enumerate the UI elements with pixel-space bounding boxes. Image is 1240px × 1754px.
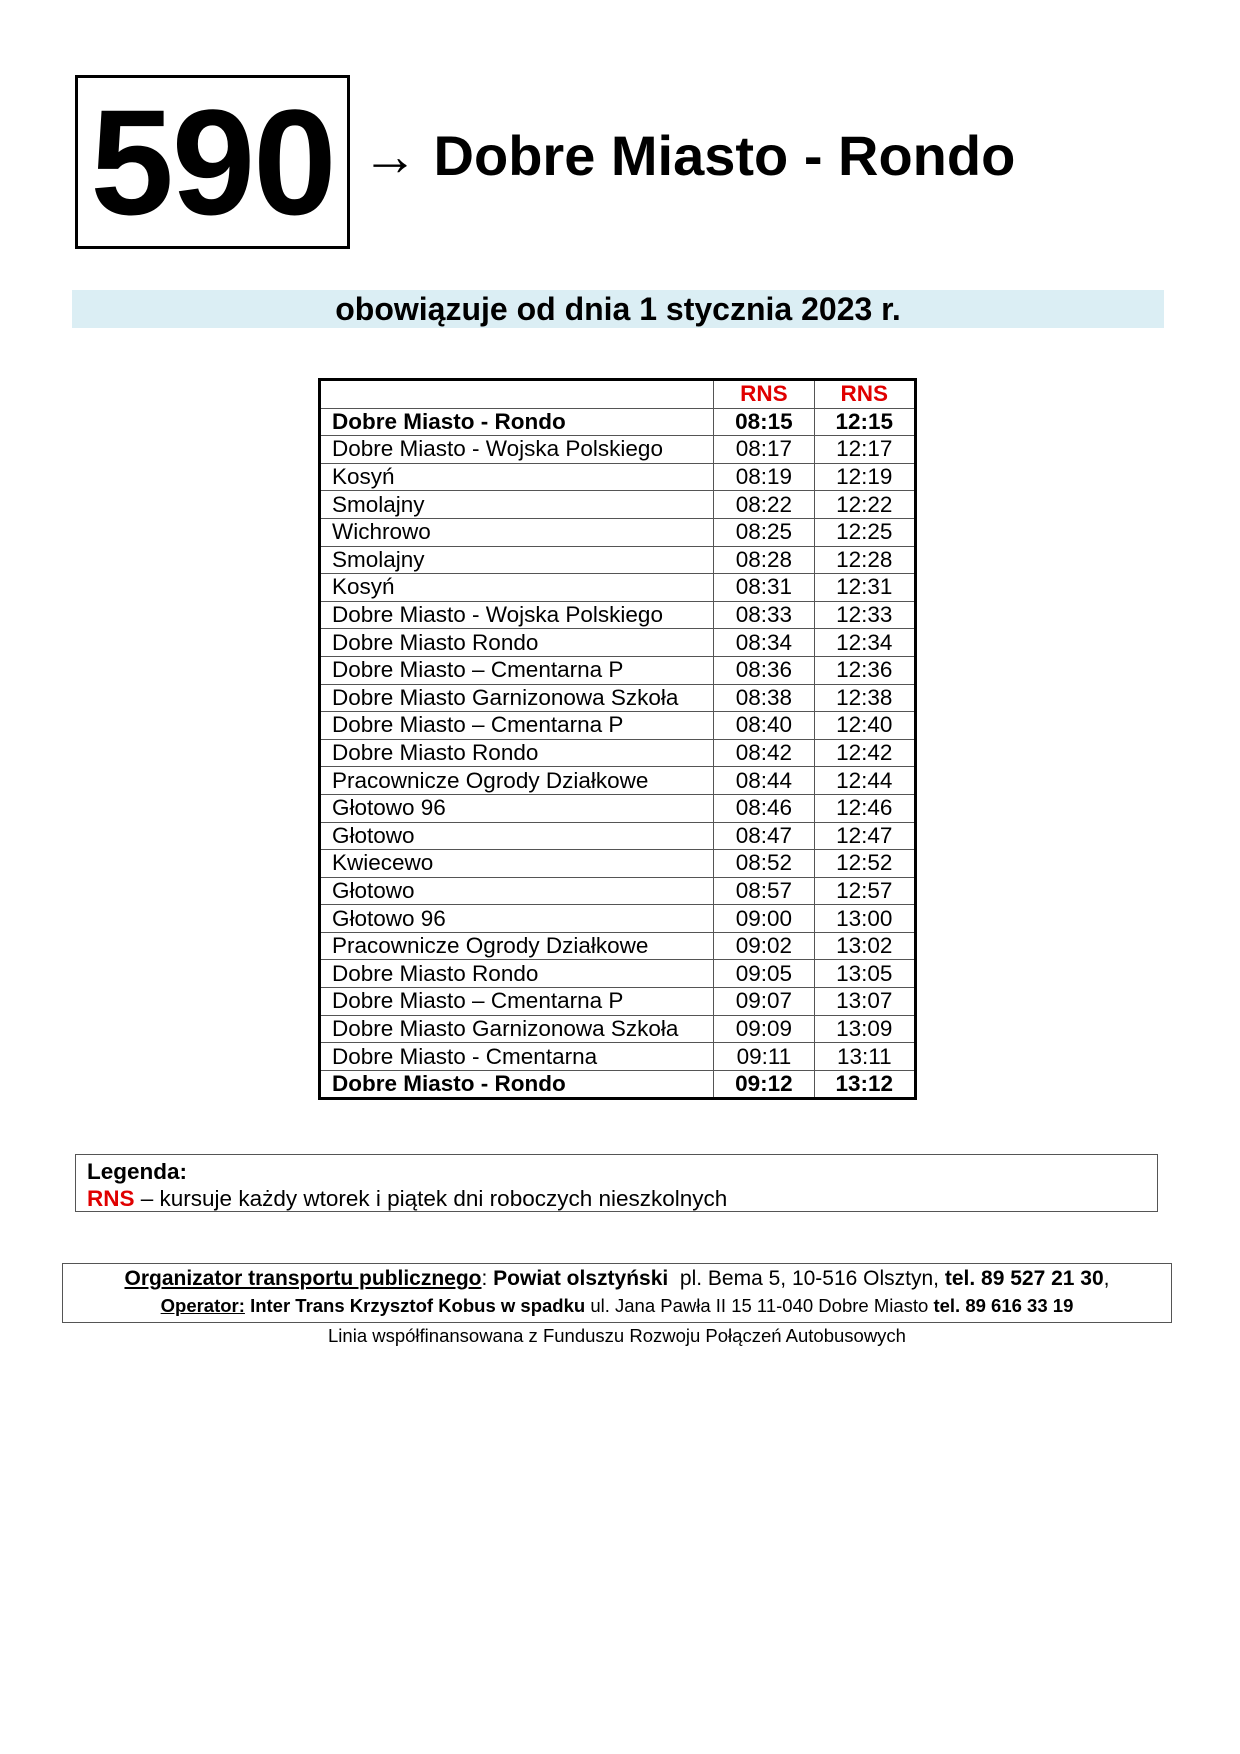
organizer-name: Powiat olsztyński bbox=[493, 1267, 669, 1290]
departure-time: 08:22 bbox=[714, 491, 814, 519]
timetable-row bbox=[320, 463, 916, 491]
stop-name: Dobre Miasto Rondo bbox=[320, 629, 714, 657]
stop-name: Dobre Miasto – Cmentarna P bbox=[320, 656, 714, 684]
departure-time: 08:19 bbox=[714, 463, 814, 491]
departure-time: 12:25 bbox=[814, 518, 915, 546]
departure-time: 08:42 bbox=[714, 739, 814, 767]
stop-name: Smolajny bbox=[320, 491, 714, 519]
stop-name: Dobre Miasto - Wojska Polskiego bbox=[320, 436, 714, 464]
departure-time: 12:33 bbox=[814, 601, 915, 629]
stop-name: Głotowo bbox=[320, 822, 714, 850]
timetable-row bbox=[320, 408, 916, 436]
timetable-row bbox=[320, 739, 916, 767]
timetable-row bbox=[320, 491, 916, 519]
operator-line bbox=[63, 1294, 1171, 1318]
timetable-row bbox=[320, 850, 916, 878]
departure-time: 12:40 bbox=[814, 712, 915, 740]
departure-time: 08:38 bbox=[714, 684, 814, 712]
departure-time: 08:33 bbox=[714, 601, 814, 629]
timetable-row bbox=[320, 960, 916, 988]
departure-time: 12:47 bbox=[814, 822, 915, 850]
timetable-row bbox=[320, 518, 916, 546]
route-destination: → Dobre Miasto - Rondo bbox=[362, 124, 1016, 187]
departure-time: 12:46 bbox=[814, 794, 915, 822]
timetable-row bbox=[320, 546, 916, 574]
organizer-label: Organizator transportu publicznego bbox=[124, 1267, 482, 1290]
stop-name: Głotowo 96 bbox=[320, 794, 714, 822]
timetable-row bbox=[320, 905, 916, 933]
stop-name: Dobre Miasto – Cmentarna P bbox=[320, 988, 714, 1016]
organizer-address: pl. Bema 5, 10-516 Olsztyn, bbox=[679, 1267, 940, 1290]
departure-time: 08:57 bbox=[714, 877, 814, 905]
column-header: RNS bbox=[714, 380, 814, 409]
stop-name: Smolajny bbox=[320, 546, 714, 574]
timetable-row bbox=[320, 1070, 916, 1099]
organizer-line: Organizator transportu publicznego: Powiat olsztyński pl. Bema 5, 10-516 Olsztyn, tel. 89 527 21 30, bbox=[124, 1267, 1110, 1290]
departure-time: 09:11 bbox=[714, 1043, 814, 1071]
operator-label: Operator: bbox=[160, 1295, 245, 1316]
departure-time: 13:05 bbox=[814, 960, 915, 988]
timetable-row bbox=[320, 684, 916, 712]
organizer-phone: tel. 89 527 21 30 bbox=[944, 1267, 1104, 1290]
departure-time: 13:12 bbox=[814, 1070, 915, 1099]
departure-time: 08:25 bbox=[714, 518, 814, 546]
departure-time: 08:31 bbox=[714, 574, 814, 602]
departure-time: 09:09 bbox=[714, 1015, 814, 1043]
stop-name: Kwiecewo bbox=[320, 850, 714, 878]
stop-name: Dobre Miasto - Cmentarna bbox=[320, 1043, 714, 1071]
departure-time: 08:47 bbox=[714, 822, 814, 850]
footer-box bbox=[62, 1263, 1172, 1323]
timetable-row bbox=[320, 436, 916, 464]
departure-time: 12:36 bbox=[814, 656, 915, 684]
departure-time: 09:00 bbox=[714, 905, 814, 933]
stop-name: Pracownicze Ogrody Działkowe bbox=[320, 767, 714, 795]
departure-time: 08:34 bbox=[714, 629, 814, 657]
stop-name: Kosyń bbox=[320, 574, 714, 602]
departure-time: 12:17 bbox=[814, 436, 915, 464]
departure-time: 12:52 bbox=[814, 850, 915, 878]
stop-name: Dobre Miasto – Cmentarna P bbox=[320, 712, 714, 740]
departure-time: 08:36 bbox=[714, 656, 814, 684]
departure-time: 12:22 bbox=[814, 491, 915, 519]
legend bbox=[75, 1154, 1158, 1212]
operator-address: ul. Jana Pawła II 15 11-040 Dobre Miasto bbox=[590, 1295, 929, 1316]
route-number-box bbox=[75, 75, 350, 249]
legend-code: RNS bbox=[87, 1186, 135, 1211]
timetable-row bbox=[320, 1015, 916, 1043]
timetable-row bbox=[320, 712, 916, 740]
timetable-row bbox=[320, 656, 916, 684]
header-stop-cell bbox=[320, 380, 714, 409]
stop-name: Dobre Miasto - Rondo bbox=[320, 408, 714, 436]
timetable-row bbox=[320, 794, 916, 822]
operator-phone: tel. 89 616 33 19 bbox=[933, 1295, 1074, 1316]
timetable-row bbox=[320, 574, 916, 602]
departure-time: 12:57 bbox=[814, 877, 915, 905]
stop-name: Dobre Miasto - Rondo bbox=[320, 1070, 714, 1099]
timetable-row bbox=[320, 767, 916, 795]
departure-time: 12:15 bbox=[814, 408, 915, 436]
timetable-row bbox=[320, 988, 916, 1016]
cofinance-note: Linia współfinansowana z Funduszu Rozwoju Połączeń Autobusowych bbox=[328, 1325, 906, 1346]
departure-time: 13:02 bbox=[814, 932, 915, 960]
stop-name: Głotowo 96 bbox=[320, 905, 714, 933]
operator-name: Inter Trans Krzysztof Kobus w spadku bbox=[250, 1295, 586, 1316]
timetable-row bbox=[320, 601, 916, 629]
timetable bbox=[318, 378, 917, 1100]
stop-name: Dobre Miasto Rondo bbox=[320, 739, 714, 767]
validity-banner: obowiązuje od dnia 1 stycznia 2023 r. bbox=[72, 290, 1164, 328]
departure-time: 12:28 bbox=[814, 546, 915, 574]
departure-time: 09:12 bbox=[714, 1070, 814, 1099]
departure-time: 12:42 bbox=[814, 739, 915, 767]
stop-name: Dobre Miasto Rondo bbox=[320, 960, 714, 988]
departure-time: 12:31 bbox=[814, 574, 915, 602]
departure-time: 13:00 bbox=[814, 905, 915, 933]
departure-time: 12:44 bbox=[814, 767, 915, 795]
departure-time: 09:07 bbox=[714, 988, 814, 1016]
departure-time: 09:02 bbox=[714, 932, 814, 960]
departure-time: 08:28 bbox=[714, 546, 814, 574]
timetable-row bbox=[320, 629, 916, 657]
route-number: 590 bbox=[90, 78, 335, 246]
column-header: RNS bbox=[814, 380, 915, 409]
departure-time: 12:19 bbox=[814, 463, 915, 491]
departure-time: 12:38 bbox=[814, 684, 915, 712]
departure-time: 08:44 bbox=[714, 767, 814, 795]
timetable-header-row bbox=[320, 380, 916, 409]
timetable-row bbox=[320, 1043, 916, 1071]
departure-time: 13:07 bbox=[814, 988, 915, 1016]
timetable-row bbox=[320, 932, 916, 960]
legend-title: Legenda: bbox=[87, 1159, 188, 1184]
departure-time: 09:05 bbox=[714, 960, 814, 988]
departure-time: 12:34 bbox=[814, 629, 915, 657]
departure-time: 08:52 bbox=[714, 850, 814, 878]
legend-entry bbox=[87, 1185, 1157, 1212]
stop-name: Dobre Miasto Garnizonowa Szkoła bbox=[320, 684, 714, 712]
stop-name: Pracownicze Ogrody Działkowe bbox=[320, 932, 714, 960]
stop-name: Dobre Miasto Garnizonowa Szkoła bbox=[320, 1015, 714, 1043]
stop-name: Wichrowo bbox=[320, 518, 714, 546]
stop-name: Dobre Miasto - Wojska Polskiego bbox=[320, 601, 714, 629]
departure-time: 13:09 bbox=[814, 1015, 915, 1043]
departure-time: 08:17 bbox=[714, 436, 814, 464]
departure-time: 08:40 bbox=[714, 712, 814, 740]
timetable-row bbox=[320, 822, 916, 850]
departure-time: 13:11 bbox=[814, 1043, 915, 1071]
stop-name: Głotowo bbox=[320, 877, 714, 905]
departure-time: 08:46 bbox=[714, 794, 814, 822]
legend-description: – kursuje każdy wtorek i piątek dni roboczych nieszkolnych bbox=[134, 1186, 728, 1211]
stop-name: Kosyń bbox=[320, 463, 714, 491]
departure-time: 08:15 bbox=[714, 408, 814, 436]
timetable-row bbox=[320, 877, 916, 905]
